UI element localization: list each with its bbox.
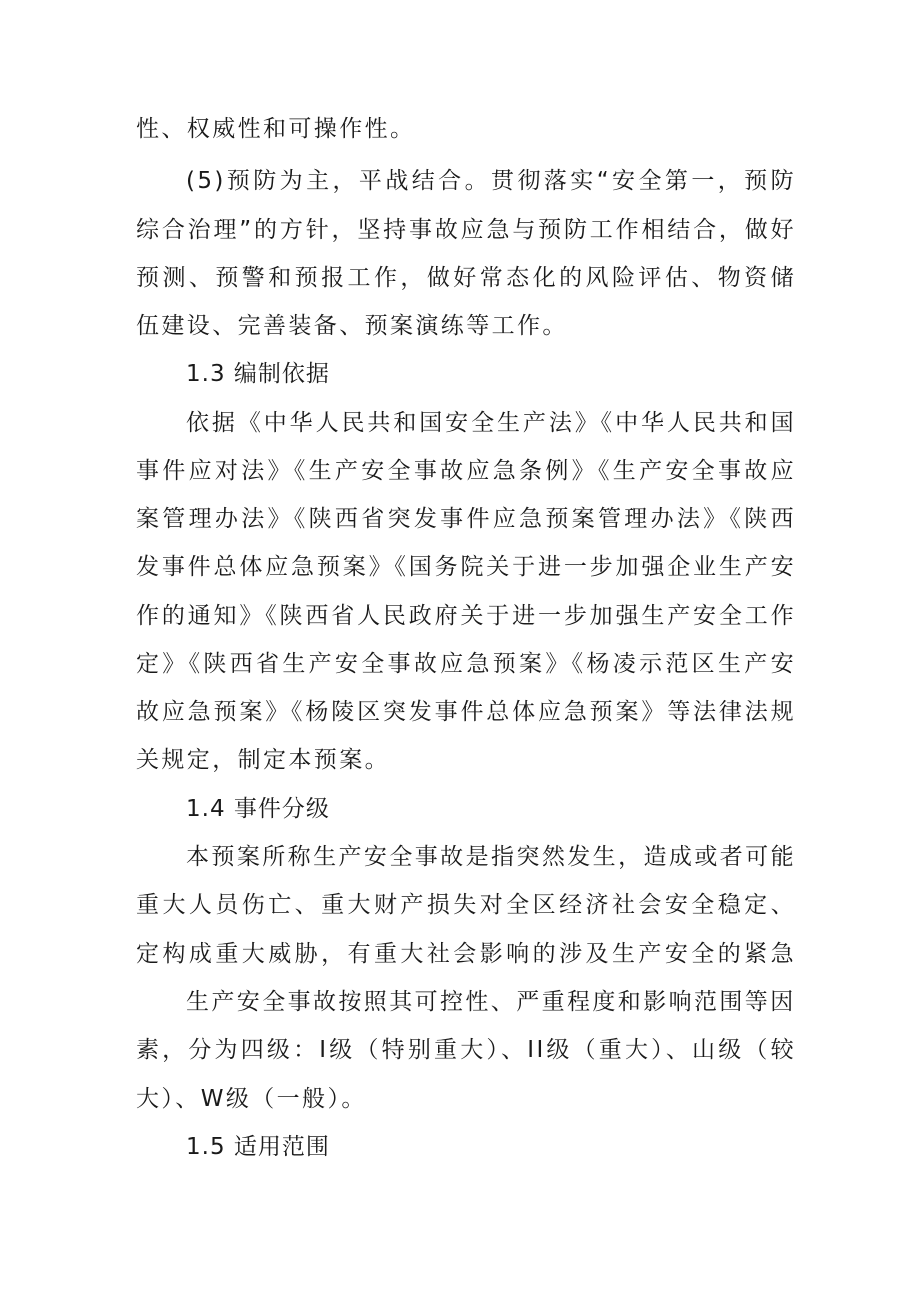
text-line: 生产安全事故按照其可控性、严重程度和影响范围等因 <box>186 989 796 1015</box>
text-line: 定构成重大威胁，有重大社会影响的涉及生产安全的紧急 <box>136 941 796 967</box>
text-line: 作的通知》《陕西省人民政府关于进一步加强生产安全工作 <box>136 603 796 629</box>
section-heading: 1.4 事件分级 <box>186 796 330 822</box>
text-line: 依据《中华人民共和国安全生产法》《中华人民共和国 <box>186 410 796 436</box>
text-line: 发事件总体应急预案》《国务院关于进一步加强企业生产安 <box>136 554 796 580</box>
text-line: 事件应对法》《生产安全事故应急条例》《生产安全事故应 <box>136 458 796 484</box>
text-line: 故应急预案》《杨陵区突发事件总体应急预案》等法律法规 <box>136 699 796 725</box>
text-line: 综合治理”的方针，坚持事故应急与预防工作相结合，做好 <box>136 217 796 243</box>
text-line: 伍建设、完善装备、预案演练等工作。 <box>136 313 568 339</box>
text-line: 定》《陕西省生产安全事故应急预案》《杨凌示范区生产安 <box>136 651 796 677</box>
text-line: 案管理办法》《陕西省突发事件应急预案管理办法》《陕西 <box>136 506 796 532</box>
text-line: 本预案所称生产安全事故是指突然发生，造成或者可能 <box>186 844 796 870</box>
text-line: 重大人员伤亡、重大财产损失对全区经济社会安全稳定、 <box>136 892 796 918</box>
section-heading: 1.3 编制依据 <box>186 361 330 387</box>
text-line: 大）、W级（一般）。 <box>136 1086 367 1112</box>
text-line: 关规定，制定本预案。 <box>136 747 390 773</box>
text-line: (5)预防为主，平战结合。贯彻落实“安全第一，预防 <box>186 168 796 194</box>
text-line: 素，分为四级：I级（特别重大）、II级（重大）、山级（较 <box>136 1037 796 1063</box>
text-line: 性、权威性和可操作性。 <box>136 116 416 142</box>
text-line: 预测、预警和预报工作，做好常态化的风险评估、物资储 <box>136 265 796 291</box>
section-heading: 1.5 适用范围 <box>186 1134 330 1160</box>
